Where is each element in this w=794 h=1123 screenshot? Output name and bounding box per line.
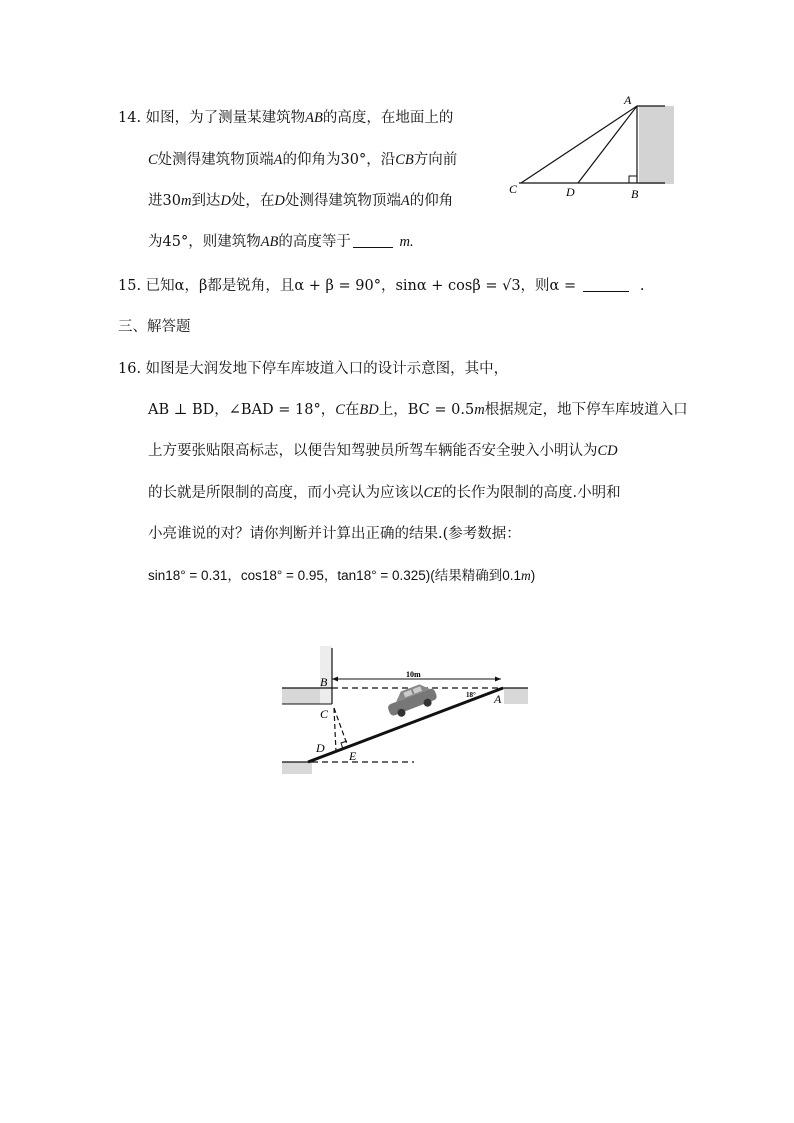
q16-line-4: 的长就是所限制的高度，而小亮认为应该以CE的长作为限制的高度.小明和 [148, 485, 621, 501]
q14-line-3: 进30m到达D处，在D处测得建筑物顶端A的仰角 [148, 193, 454, 209]
q14-number: 14. [118, 110, 142, 126]
line-ca [521, 106, 637, 183]
building-shape [639, 106, 674, 184]
q16-figure [280, 646, 530, 776]
label-a: A [624, 93, 632, 107]
label-b: B [631, 187, 639, 201]
q14-line-2: C处测得建筑物顶端A的仰角为30°，沿CB方向前 [148, 152, 458, 168]
q15-line: 15. 已知α，β都是锐角，且α + β = 90°，sinα + cosβ = √3，则α = . [118, 278, 645, 294]
label-a: A [494, 692, 502, 706]
label-d: D [566, 185, 575, 199]
answer-blank [583, 277, 629, 292]
q16-line-5: 小亮谁说的对？请你判断并计算出正确的结果.(参考数据： [148, 526, 521, 542]
label-e: E [349, 749, 357, 763]
q16-line-6: sin18° = 0.31，cos18° = 0.95，tan18° = 0.325)(结果精确到0.1m) [148, 568, 536, 583]
q14-line-4: 为45°，则建筑物AB的高度等于 m. [148, 234, 414, 250]
q16-number: 16. [118, 361, 142, 377]
q16-line-2: AB ⊥ BD，∠BAD = 18°，C在BD上，BC = 0.5m根据规定，地下停车库坡道入口 [148, 402, 688, 418]
right-angle-mark [629, 176, 637, 183]
q14-figure [505, 92, 680, 204]
lower-ground [282, 762, 312, 774]
label-d: D [316, 741, 325, 755]
distance-label: 10m [406, 670, 421, 679]
angle-label: 18° [466, 691, 476, 699]
answer-blank [353, 233, 393, 248]
section-title: 三、解答题 [118, 319, 191, 335]
upper-ground-right [504, 688, 528, 704]
label-c: C [320, 707, 329, 721]
q14-line-1: 14. 如图，为了测量某建筑物AB的高度，在地面上的 [118, 110, 454, 126]
label-c: C [509, 182, 518, 196]
q16-line-3: 上方要张贴限高标志，以便告知驾驶员所驾车辆能否安全驶入小明认为CD [148, 443, 618, 459]
q15-number: 15. [118, 278, 142, 294]
q16-line-1: 16. 如图是大润发地下停车库坡道入口的设计示意图，其中， [118, 361, 509, 377]
label-b: B [320, 675, 328, 689]
line-da [578, 106, 637, 183]
